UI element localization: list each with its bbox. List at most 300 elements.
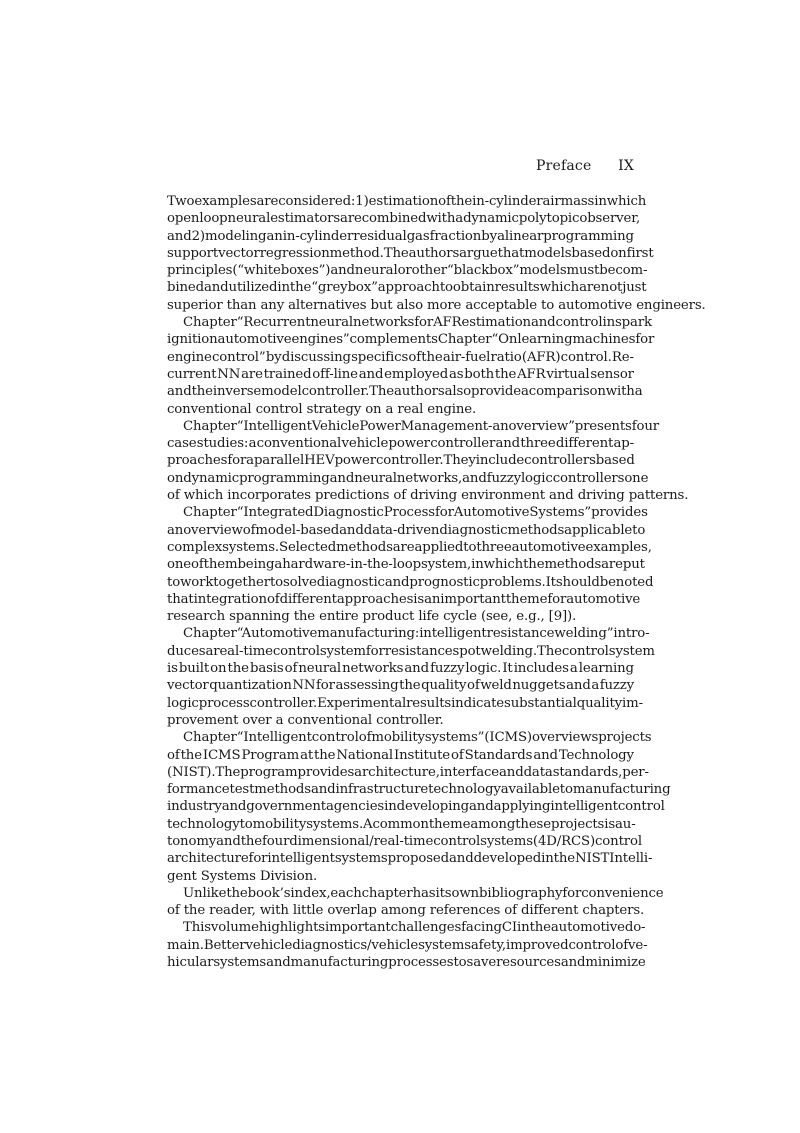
word: (ICMS) (484, 730, 532, 746)
word: principles (167, 263, 233, 279)
word: driving (410, 488, 462, 504)
word: built (178, 661, 210, 677)
word: Technology (558, 747, 634, 763)
text-line (167, 574, 654, 591)
word: the (293, 609, 320, 625)
word: of (393, 488, 411, 504)
word: conventional (256, 436, 342, 452)
word: fuzzy (599, 678, 634, 694)
word: of (504, 903, 522, 919)
word: important (440, 591, 506, 607)
word: method. (329, 245, 384, 261)
word: the (494, 366, 517, 382)
word: the (240, 833, 263, 849)
word: im- (622, 695, 643, 711)
word: with (259, 903, 293, 919)
word: vehicle (341, 436, 389, 452)
word: one (624, 470, 649, 486)
word: system (608, 643, 655, 659)
word: vector (218, 245, 260, 261)
word: “Automotive (236, 626, 318, 642)
word: Intelli- (609, 851, 653, 867)
word: by (265, 349, 282, 365)
word: other (411, 263, 448, 279)
word: estimation (368, 194, 439, 209)
word: logic (167, 695, 199, 711)
text-line (167, 470, 649, 487)
word: a (275, 712, 288, 728)
word: in (471, 557, 484, 573)
word: loop (199, 211, 228, 227)
word: include (475, 453, 525, 469)
word: authors (394, 384, 445, 400)
text-line (167, 747, 634, 764)
word: and (358, 366, 384, 382)
text-line (167, 764, 649, 781)
word: Chapter (183, 315, 237, 331)
word: 1) (355, 194, 369, 209)
word: considered: (278, 194, 356, 209)
word: provides (297, 764, 355, 780)
word: technology (428, 782, 501, 798)
word: automotive (558, 297, 637, 313)
word: the (226, 885, 248, 901)
word: “Intelligent (236, 730, 312, 746)
word: challenges (390, 920, 462, 936)
word: models (524, 245, 572, 261)
word: “Integrated (236, 505, 314, 521)
text-line (167, 452, 634, 469)
word: different (279, 591, 337, 607)
word: are (579, 280, 601, 296)
word: facing (461, 920, 502, 936)
word: quantization (209, 678, 292, 694)
word: intelligent (419, 626, 487, 642)
word: boxes”) (280, 263, 331, 279)
word: The (537, 643, 562, 659)
word: three (520, 436, 556, 452)
word: which (183, 488, 228, 504)
word: box” (347, 280, 378, 296)
word: estimation (461, 315, 531, 331)
text-line (167, 729, 652, 746)
word: the (450, 194, 473, 209)
page-number: IX (618, 158, 634, 174)
word: save (466, 955, 497, 971)
word: has (412, 885, 436, 901)
word: learning (578, 661, 634, 677)
text-line (167, 349, 634, 366)
word: case (167, 436, 197, 452)
word: Systems” (529, 505, 592, 521)
word: on (167, 470, 184, 486)
word: more (427, 297, 466, 313)
word: mass (560, 194, 595, 209)
word: control (433, 833, 481, 849)
word: and (404, 661, 429, 677)
text-line (167, 695, 643, 712)
word: methods (336, 539, 393, 555)
word: just (622, 280, 647, 296)
word: book’s (247, 885, 291, 901)
word: the (399, 678, 421, 694)
word: to (463, 539, 477, 555)
word: architecture, (354, 764, 440, 780)
word: and (339, 522, 364, 538)
word: be (599, 574, 616, 590)
word: and (329, 470, 355, 486)
word: networks (342, 661, 404, 677)
word: networks, (396, 470, 463, 486)
word: control (561, 643, 609, 659)
word: ICMS (202, 747, 241, 763)
word: in (517, 920, 530, 936)
word: studies: (196, 436, 249, 452)
word: a (591, 678, 600, 694)
word: are (256, 194, 279, 209)
word: own (451, 885, 479, 901)
word: test (229, 782, 255, 798)
word: vehicle (245, 937, 293, 953)
word: processes (388, 955, 454, 971)
word: for (365, 643, 385, 659)
word: in-cylinder (472, 194, 543, 209)
word: basis (249, 661, 284, 677)
word: and (384, 574, 410, 590)
word: resources (496, 955, 561, 971)
word: to (439, 280, 453, 296)
word: mobility (252, 816, 307, 832)
word: of (438, 194, 451, 209)
word: the (553, 851, 575, 867)
word: the (529, 920, 551, 936)
word: provide (471, 384, 521, 400)
word: and (469, 799, 494, 815)
word: networks (353, 315, 415, 331)
word: combined (361, 211, 427, 227)
word: prognostic (409, 574, 480, 590)
word: Division. (259, 868, 318, 884)
word: learning (517, 332, 573, 348)
word: process (198, 695, 250, 711)
word: regression (259, 245, 330, 261)
word: in (594, 194, 607, 209)
word: spanning (229, 609, 294, 625)
word: intelligent (550, 799, 618, 815)
word: proaches (167, 453, 228, 469)
word: convenience (581, 885, 664, 901)
word: noted (615, 574, 654, 590)
running-head (536, 158, 634, 174)
word: box” (489, 263, 520, 279)
word: first (626, 245, 654, 261)
word: an (266, 228, 283, 244)
word: It (545, 574, 556, 590)
text-line (167, 279, 647, 296)
word: NN (292, 678, 316, 694)
word: and (310, 782, 336, 798)
word: resistance (486, 626, 555, 642)
word: and (221, 799, 247, 815)
text-line (167, 314, 652, 331)
word: for (635, 332, 655, 348)
text-line (167, 193, 647, 210)
word: linear (504, 228, 544, 244)
word: Chapter (183, 418, 237, 434)
word: four (631, 418, 659, 434)
word: employed (384, 366, 449, 382)
word: complements (349, 332, 438, 348)
word: virtual (546, 366, 590, 382)
word: architecture (167, 851, 249, 867)
word: but (370, 297, 397, 313)
word: Vehicle (311, 418, 360, 434)
word: hardware-in-the-loop (282, 557, 421, 573)
word: “black (447, 263, 490, 279)
word: the (180, 747, 202, 763)
word: models (519, 263, 567, 279)
word: work (180, 574, 214, 590)
text-line (167, 608, 634, 625)
word: intro- (613, 626, 650, 642)
word: do- (624, 920, 646, 936)
word: (“white (232, 263, 281, 279)
word: authors (408, 245, 460, 261)
word: problems. (479, 574, 546, 590)
word: based (595, 453, 635, 469)
word: approaches (336, 591, 414, 607)
word: for (434, 505, 454, 521)
word: both (464, 366, 495, 382)
word: results (494, 280, 540, 296)
word: gas (406, 228, 430, 244)
word: of (358, 730, 372, 746)
word: nuggets (512, 678, 566, 694)
word: for (248, 851, 268, 867)
word: automotive (566, 591, 641, 607)
word: the (289, 280, 312, 296)
word: an (492, 418, 509, 434)
word: for (414, 315, 434, 331)
word: Chapter (437, 332, 492, 348)
word: controller (430, 436, 496, 452)
word: Re- (611, 349, 634, 365)
word: also (396, 297, 428, 313)
word: Automotive (453, 505, 530, 521)
word: with (426, 211, 456, 227)
word: at (300, 747, 314, 763)
word: Experimental (317, 695, 407, 711)
word: alternatives (288, 297, 371, 313)
word: volume (210, 920, 259, 936)
word: a (246, 453, 254, 469)
word: system, (420, 557, 472, 573)
word: and (549, 488, 578, 504)
word: in (541, 851, 554, 867)
word: parallel (253, 453, 305, 469)
word: “Intelligent (236, 418, 312, 434)
word: interface (439, 764, 499, 780)
word: Diagnostic (313, 505, 384, 521)
word: bibliography (478, 885, 563, 901)
word: ignition (167, 332, 218, 348)
word: life (418, 609, 444, 625)
word: controller. (249, 695, 318, 711)
word: to (541, 297, 559, 313)
word: not (600, 280, 623, 296)
word: overview” (508, 418, 575, 434)
word: and (560, 955, 586, 971)
word: support (167, 245, 219, 261)
word: a (634, 384, 643, 400)
word: bined (167, 280, 204, 296)
word: power (388, 436, 430, 452)
word: than (226, 297, 261, 313)
word: to (239, 816, 253, 832)
word: indicate (451, 695, 505, 711)
word: Standards (464, 747, 533, 763)
word: (NIST). (167, 764, 216, 780)
word: a (274, 557, 283, 573)
word: assessing (335, 678, 399, 694)
word: or (397, 263, 412, 279)
word: Selected (279, 539, 337, 555)
word: to (269, 574, 283, 590)
text-line (167, 781, 671, 798)
word: and (330, 263, 355, 279)
word: by (481, 228, 497, 244)
word: government (246, 799, 327, 815)
word: 2) (191, 228, 205, 244)
word: over (242, 712, 276, 728)
word: in-cylinder (282, 228, 354, 244)
word: among (470, 816, 516, 832)
word: (4D/RCS) (532, 833, 595, 849)
word: “On (491, 332, 518, 348)
word: neural (354, 470, 397, 486)
word: inverse (212, 384, 262, 400)
text-line (167, 919, 646, 936)
word: put (622, 557, 645, 573)
word: AFR (517, 366, 546, 382)
word: air-fuel (442, 349, 491, 365)
word: technology (167, 816, 240, 832)
text-line (167, 366, 634, 383)
word: control (272, 643, 320, 659)
word: the (421, 349, 443, 365)
word: utilized (228, 280, 278, 296)
word: different (521, 903, 583, 919)
word: sensor (590, 366, 634, 382)
word: of (284, 661, 298, 677)
word: control (595, 833, 642, 849)
word: neural (298, 661, 342, 677)
word: power (334, 453, 376, 469)
text-line (167, 591, 641, 608)
word: them (203, 557, 238, 573)
word: includes (513, 661, 569, 677)
word: are (340, 211, 362, 227)
word: and (495, 436, 521, 452)
word: overview (183, 522, 243, 538)
word: diagnostic (439, 522, 508, 538)
word: controllers (552, 470, 625, 486)
word: controller. (301, 384, 370, 400)
text-line (167, 625, 650, 642)
text-line (167, 245, 654, 262)
word: on (210, 661, 227, 677)
running-head-title: Preface (535, 158, 592, 174)
word: must (566, 263, 600, 279)
word: provement (167, 712, 243, 728)
text-line (167, 677, 634, 694)
word: in (602, 315, 615, 331)
word: incorporates (227, 488, 316, 504)
word: estimators (270, 211, 341, 227)
word: driving (577, 488, 629, 504)
word: are (241, 366, 263, 382)
text-line (167, 401, 634, 418)
word: per- (622, 764, 649, 780)
word: systems. (222, 539, 279, 555)
text-line (167, 539, 652, 556)
word: model-based (255, 522, 340, 538)
word: references (429, 903, 505, 919)
word: among (380, 903, 430, 919)
word: proposed (387, 851, 449, 867)
word: com- (615, 263, 648, 279)
word: and (167, 384, 192, 400)
word: Systems (200, 868, 260, 884)
word: argue (459, 245, 498, 261)
word: entire (319, 609, 363, 625)
word: for (315, 678, 335, 694)
word: developed (473, 851, 542, 867)
text-line (167, 816, 634, 833)
word: [9]). (548, 609, 577, 625)
word: which (606, 194, 647, 209)
word: in (277, 280, 290, 296)
word: infrastructure (335, 782, 429, 798)
word: applying (493, 799, 551, 815)
word: comparison (528, 384, 606, 400)
word: should (555, 574, 600, 590)
word: systems (334, 851, 388, 867)
word: highlights (258, 920, 325, 936)
word: National (336, 747, 394, 763)
text-line (167, 643, 655, 660)
word: available (500, 782, 560, 798)
word: Chapter (183, 505, 237, 521)
word: are (601, 557, 623, 573)
word: programming (239, 470, 330, 486)
word: different (555, 436, 614, 452)
word: applicable (564, 522, 633, 538)
text-line (167, 435, 634, 452)
text-line (167, 954, 646, 971)
word: and (530, 315, 556, 331)
word: tonomy (167, 833, 217, 849)
word: an (424, 591, 441, 607)
text-line (167, 937, 648, 954)
text-line (167, 228, 634, 245)
word: engine (167, 349, 212, 365)
word: ap- (613, 436, 634, 452)
word: of (451, 747, 464, 763)
word: NN (217, 366, 241, 382)
word: They (443, 453, 476, 469)
word: Process (383, 505, 435, 521)
